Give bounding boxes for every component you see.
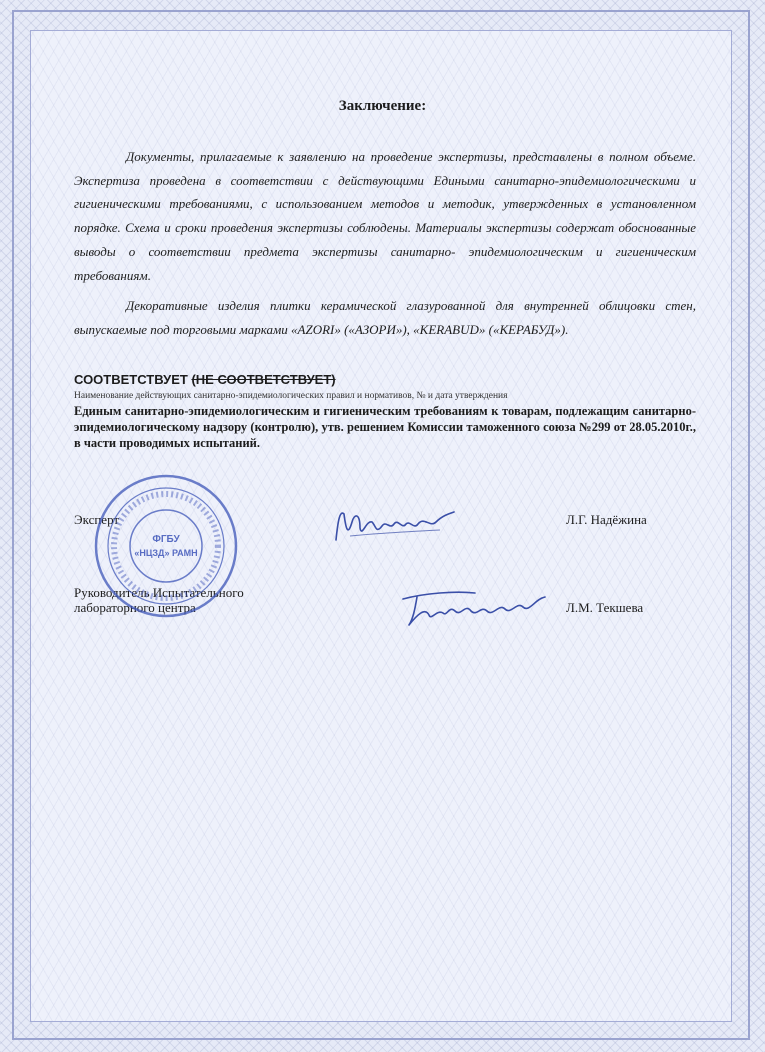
stamp-line2: «НЦЗД» РАМН [134,548,198,558]
stamp-line1: ФГБУ [152,534,180,545]
head-name: Л.М. Текшева [566,600,644,615]
expert-label: Эксперт [74,512,120,527]
round-seal-stamp [92,472,240,620]
head-signature [395,585,555,635]
verdict-struck: (НЕ СООТВЕТСТВУЕТ) [191,372,336,387]
standards-caption: Наименование действующих санитарно-эпидемиологических правил и нормативов, № и дата утверждения [74,391,508,401]
standard-reference: Единым санитарно-эпидемиологическим и гигиеническим требованиям к товарам, подлежащим санитарно-эпидемиологическому надзору (контролю), утв. решением Комиссии таможенного союза №299 от 28.05.2010г., в части проводимых испытаний. [74,404,696,450]
verdict [74,372,336,387]
expert-name: Л.Г. Надёжина [566,512,647,527]
verdict-main: СООТВЕТСТВУЕТ [74,372,188,387]
head-label: Руководитель Испытательного лабораторного центра [74,585,244,615]
conclusion-paragraph: Документы, прилагаемые к заявлению на проведение экспертизы, представлены в полном объеме. Экспертиза проведена в соответствии с действующими Едиными санитарно-эпидемиологическими и гигиеническими требованиями, с использованием методов и методик, утвержденных в установленном порядке. Схема и сроки проведения экспертизы соблюдены. Материалы экспертизы содержат обоснованные выводы о соответствии предмета экспертизы санитарно- эпидемиологическим и гигиеническим требованиям. [74,149,696,283]
product-paragraph: Декоративные изделия плитки керамической глазурованной для внутренней облицовки стен, выпускаемые под торговыми марками «AZORI» («АЗОРИ»), «KERABUD» («КЕРАБУД»). [74,298,696,337]
expert-signature [330,500,460,550]
document-title: Заключение: [338,98,427,114]
